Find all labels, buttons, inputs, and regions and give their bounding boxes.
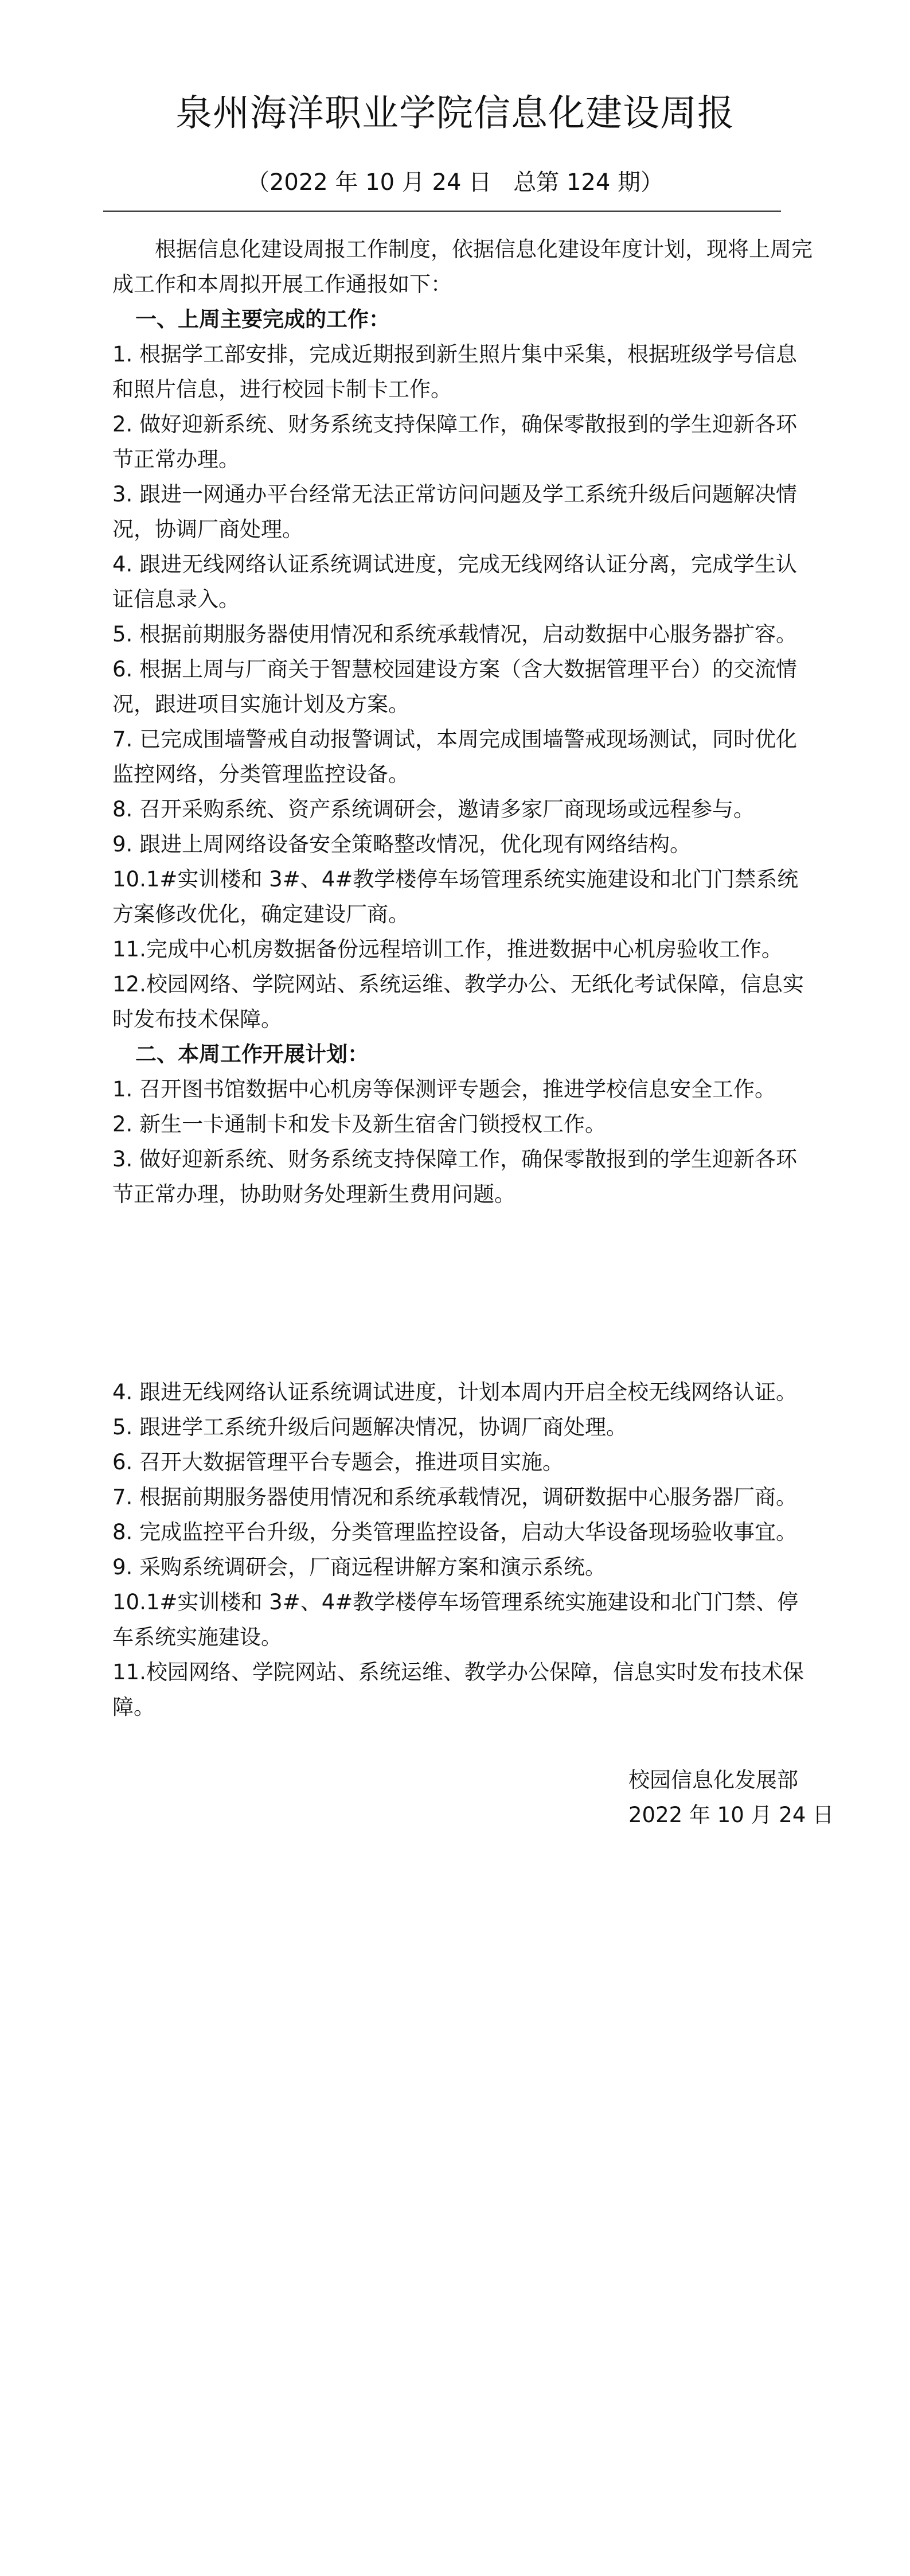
list-item: 7. 根据前期服务器使用情况和系统承载情况，调研数据中心服务器厂商。 <box>112 1485 798 1509</box>
list-item: 2. 做好迎新系统、财务系统支持保障工作，确保零散报到的学生迎新各环节正常办理。 <box>112 412 798 472</box>
list-item: 1. 召开图书馆数据中心机房等保测评专题会，推进学校信息安全工作。 <box>112 1077 776 1102</box>
intro-paragraph: 根据信息化建设周报工作制度，依据信息化建设年度计划，现将上周完成工作和本周拟开展工作通报如下： <box>112 237 813 297</box>
list-item: 1. 根据学工部安排，完成近期报到新生照片集中采集，根据班级学号信息和照片信息，进行校园卡制卡工作。 <box>112 342 798 402</box>
list-item: 5. 跟进学工系统升级后问题解决情况，协调厂商处理。 <box>112 1415 628 1439</box>
list-item: 11.校园网络、学院网站、系统运维、教学办公保障，信息实时发布技术保障。 <box>112 1660 804 1719</box>
list-item: 8. 召开采购系统、资产系统调研会，邀请多家厂商现场或远程参与。 <box>112 797 755 822</box>
list-item: 10.1#实训楼和 3#、4#教学楼停车场管理系统实施建设和北门门禁系统方案修改优化，确定建设厂商。 <box>112 867 799 927</box>
list-item: 4. 跟进无线网络认证系统调试进度，计划本周内开启全校无线网络认证。 <box>112 1380 798 1404</box>
signature-date: 2022 年 10 月 24 日 <box>628 1803 834 1827</box>
list-item: 10.1#实训楼和 3#、4#教学楼停车场管理系统实施建设和北门门禁、停车系统实施建设。 <box>112 1590 799 1649</box>
list-item: 8. 完成监控平台升级，分类管理监控设备，启动大华设备现场验收事宜。 <box>112 1520 798 1544</box>
list-item: 2. 新生一卡通制卡和发卡及新生宿舍门锁授权工作。 <box>112 1112 607 1137</box>
list-item: 9. 跟进上周网络设备安全策略整改情况，优化现有网络结构。 <box>112 832 692 857</box>
report-title: 泉州海洋职业学院信息化建设周报 <box>175 92 735 135</box>
list-item: 5. 根据前期服务器使用情况和系统承载情况，启动数据中心服务器扩容。 <box>112 622 798 647</box>
list-item: 6. 召开大数据管理平台专题会，推进项目实施。 <box>112 1450 564 1474</box>
list-item: 6. 根据上周与厂商关于智慧校园建设方案（含大数据管理平台）的交流情况，跟进项目实施计划及方案。 <box>112 657 798 717</box>
signature-block <box>628 1762 869 1832</box>
header-divider <box>103 211 781 212</box>
section1-heading: 一、上周主要完成的工作： <box>135 307 390 332</box>
list-item: 3. 跟进一网通办平台经常无法正常访问问题及学工系统升级后问题解决情况，协调厂商处理。 <box>112 482 798 542</box>
list-item: 9. 采购系统调研会，厂商远程讲解方案和演示系统。 <box>112 1555 607 1579</box>
list-item: 12.校园网络、学院网站、系统运维、教学办公、无纸化考试保障，信息实时发布技术保障。 <box>112 972 804 1032</box>
list-item: 7. 已完成围墙警戒自动报警调试，本周完成围墙警戒现场测试，同时优化监控网络，分类管理监控设备。 <box>112 727 798 787</box>
report-subtitle: （2022 年 10 月 24 日 总第 124 期） <box>246 169 664 196</box>
report-body-part1 <box>112 232 817 1212</box>
list-item: 11.完成中心机房数据备份远程培训工作，推进数据中心机房验收工作。 <box>112 937 783 962</box>
list-item: 4. 跟进无线网络认证系统调试进度，完成无线网络认证分离，完成学生认证信息录入。 <box>112 552 798 612</box>
report-body-part2 <box>112 1375 817 1725</box>
list-item: 3. 做好迎新系统、财务系统支持保障工作，确保零散报到的学生迎新各环节正常办理，协助财务处理新生费用问题。 <box>112 1147 798 1207</box>
section2-heading: 二、本周工作开展计划： <box>135 1042 369 1067</box>
signature-department: 校园信息化发展部 <box>628 1768 798 1792</box>
